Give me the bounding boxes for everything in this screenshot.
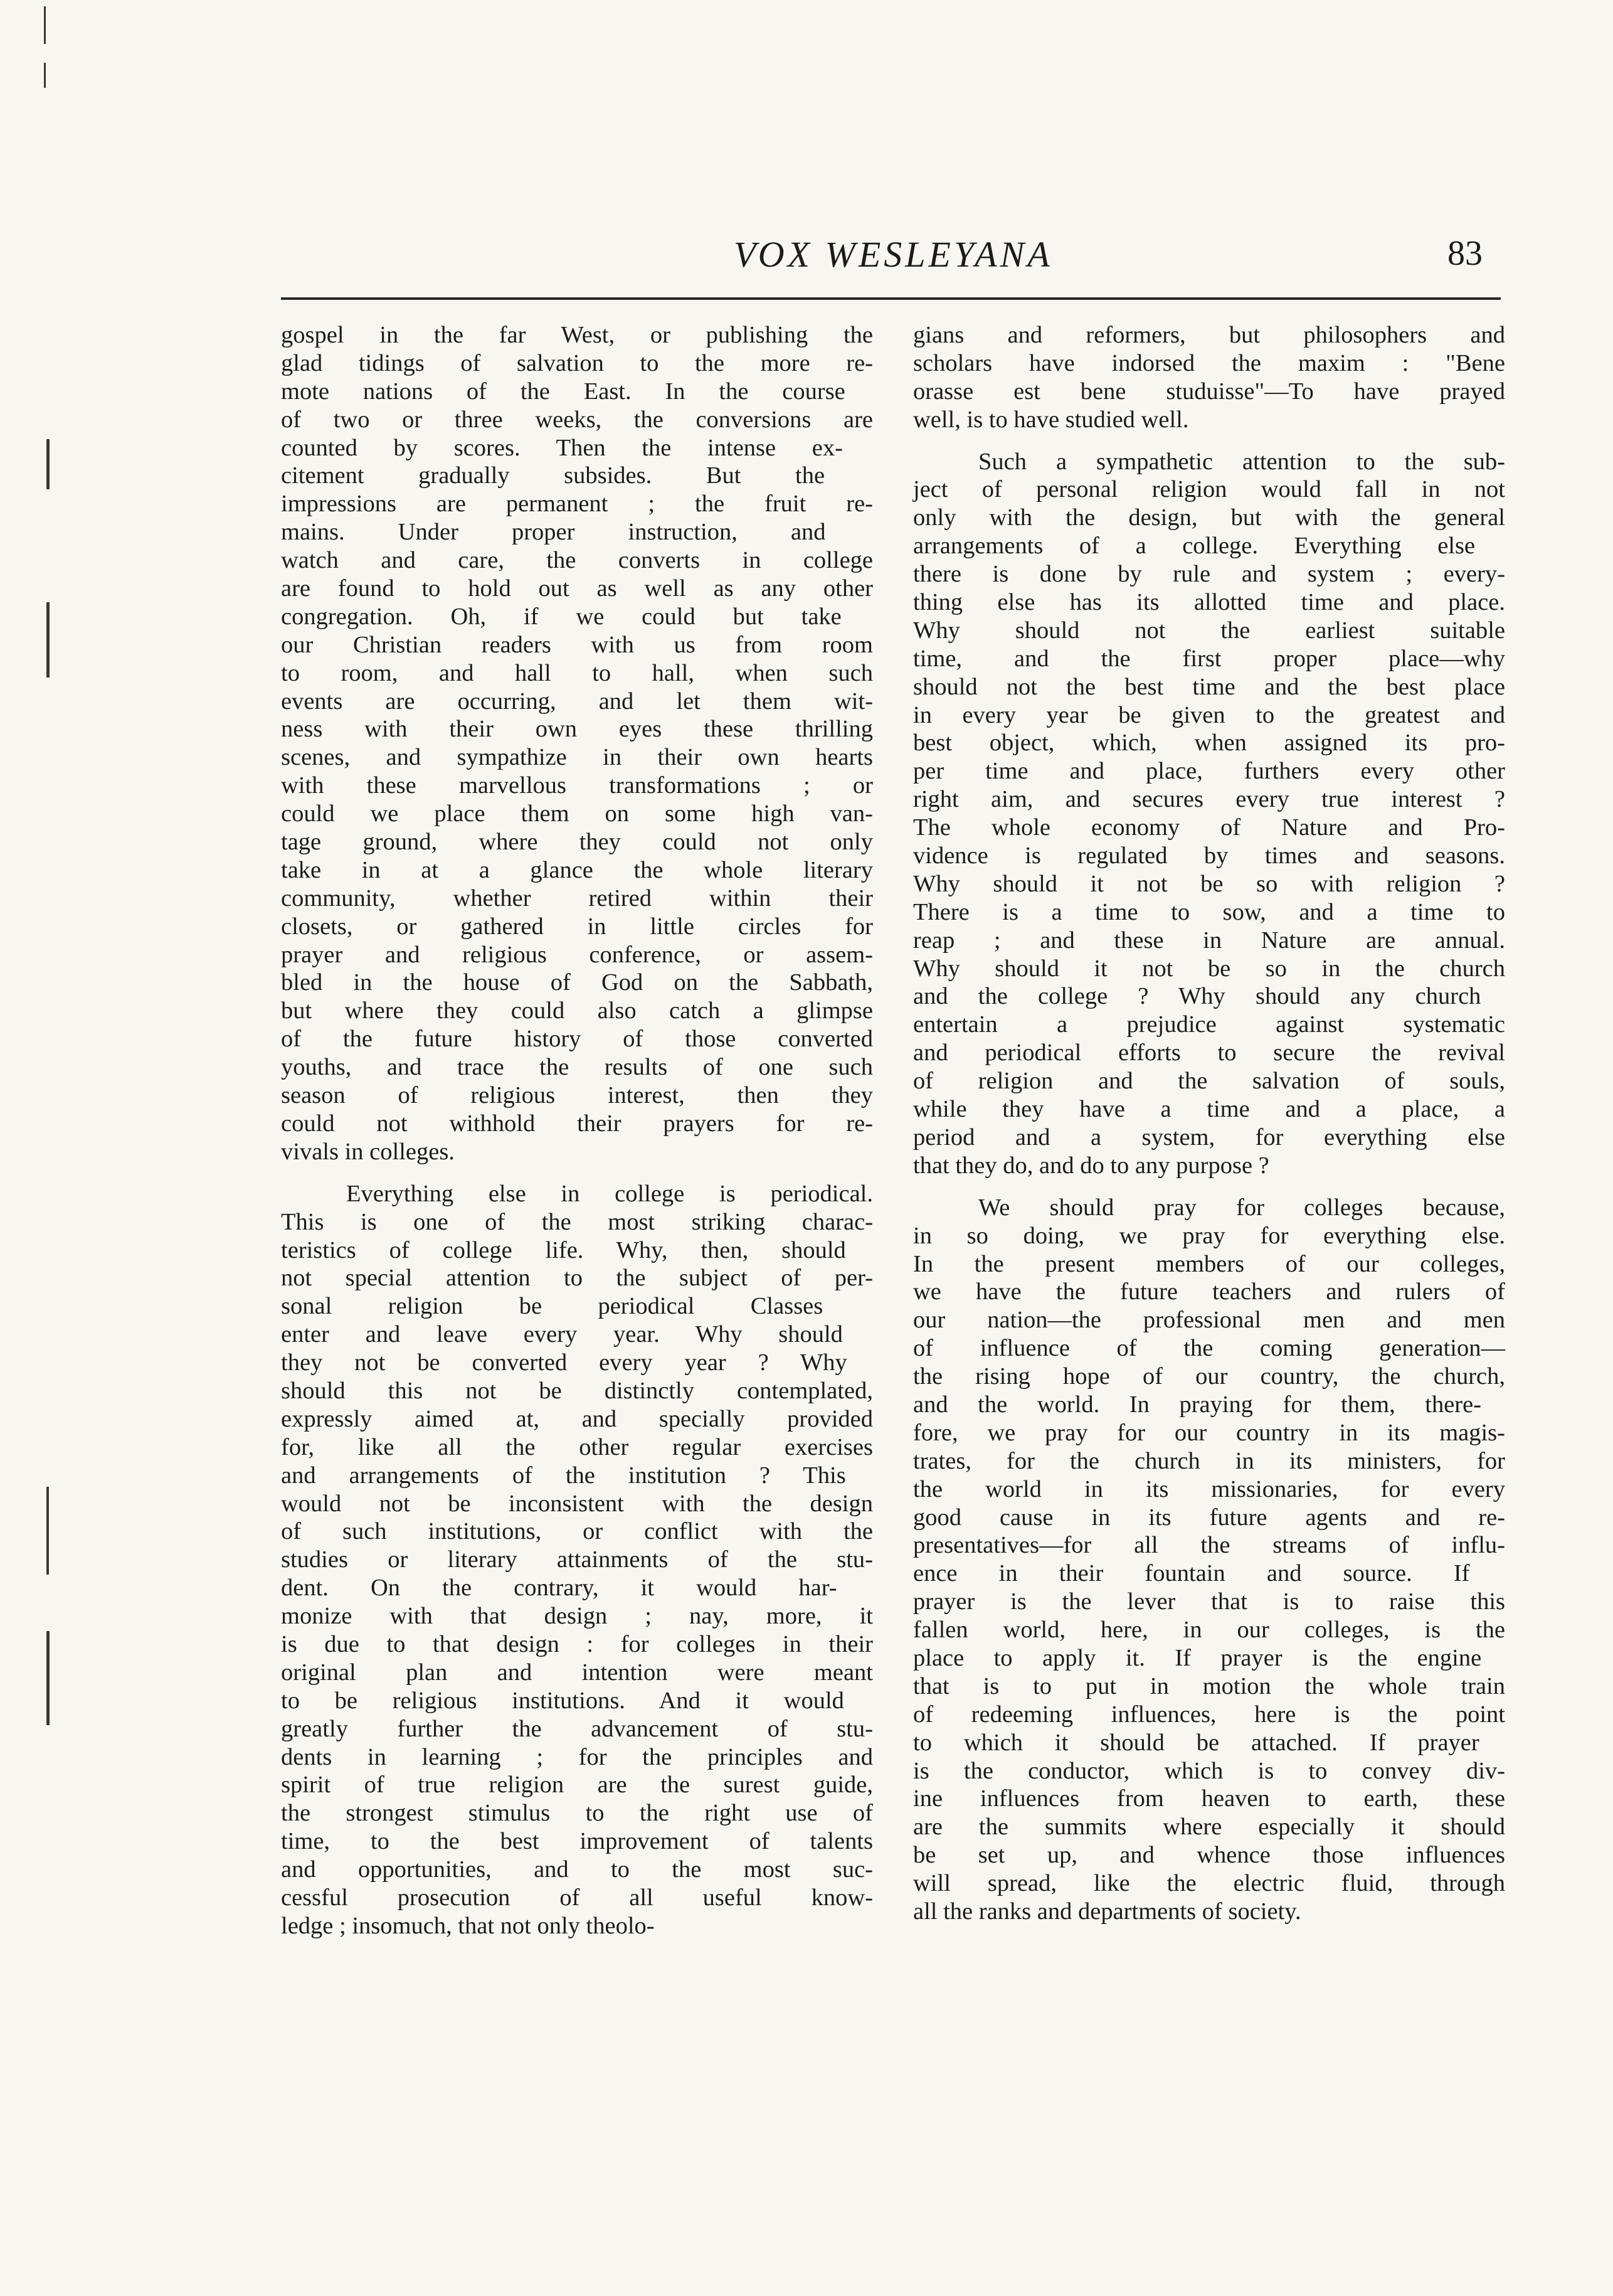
text-line: per time and place, furthers every other xyxy=(913,758,1505,785)
text-line: only with the design, but with the general xyxy=(913,504,1505,531)
text-line: expressly aimed at, and specially provided xyxy=(281,1405,873,1432)
text-line: take in at a glance the whole literary xyxy=(281,856,873,883)
text-line: The whole economy of Nature and Pro- xyxy=(913,814,1505,841)
text-line: of the future history of those converted xyxy=(281,1026,873,1053)
text-line: vivals in colleges. xyxy=(281,1138,455,1165)
text-line: of redeeming influences, here is the point xyxy=(913,1701,1505,1728)
margin-mark xyxy=(46,439,50,489)
text-line: should this not be distinctly contemplated, xyxy=(281,1377,873,1404)
text-line: enter and leave every year. Why should xyxy=(281,1321,843,1348)
text-line: to room, and hall to hall, when such xyxy=(281,659,873,686)
header-rule xyxy=(281,297,1501,300)
text-line: original plan and intention were meant xyxy=(281,1659,873,1686)
text-line: period and a system, for everything else xyxy=(913,1124,1505,1151)
text-line: good cause in its future agents and re- xyxy=(913,1504,1505,1531)
text-line: Everything else in college is periodical. xyxy=(346,1180,873,1207)
text-line: counted by scores. Then the intense ex- xyxy=(281,434,843,461)
text-line: dent. On the contrary, it would har- xyxy=(281,1575,837,1602)
paragraph xyxy=(913,321,1505,434)
text-line: In the present members of our colleges, xyxy=(913,1250,1505,1277)
text-line: glad tidings of salvation to the more re- xyxy=(281,349,873,376)
text-line: scenes, and sympathize in their own hearts xyxy=(281,744,873,771)
text-line: of religion and the salvation of souls, xyxy=(913,1068,1505,1095)
text-line: and periodical efforts to secure the revival xyxy=(913,1039,1505,1066)
text-line: studies or literary attainments of the stu- xyxy=(281,1546,873,1573)
text-line: gospel in the far West, or publishing the xyxy=(281,322,873,348)
text-line: thing else has its allotted time and place. xyxy=(913,589,1505,616)
text-line: in every year be given to the greatest and xyxy=(913,701,1505,728)
text-line: watch and care, the converts in college xyxy=(281,547,873,574)
margin-mark xyxy=(46,1631,50,1725)
text-line: while they have a time and a place, a xyxy=(913,1096,1505,1123)
text-line: and the college ? Why should any church xyxy=(913,983,1481,1010)
text-line: teristics of college life. Why, then, should xyxy=(281,1236,846,1263)
text-line: prayer and religious conference, or assem- xyxy=(281,941,873,968)
text-line: and the world. In praying for them, there- xyxy=(913,1391,1482,1418)
running-header-title: VOX WESLEYANA xyxy=(734,234,1053,275)
page-number: 83 xyxy=(1447,234,1483,273)
text-line: mote nations of the East. In the course xyxy=(281,378,845,405)
text-line: with these marvellous transformations ; or xyxy=(281,772,873,799)
text-line: will spread, like the electric fluid, through xyxy=(913,1870,1505,1897)
paragraph xyxy=(913,448,1505,1180)
margin-mark xyxy=(46,1487,49,1575)
text-line: but where they could also catch a glimpse xyxy=(281,997,873,1024)
text-line: dents in learning ; for the principles and xyxy=(281,1743,873,1770)
text-line: that they do, and do to any purpose ? xyxy=(913,1152,1269,1179)
margin-mark xyxy=(46,602,50,678)
text-line: our nation—the professional men and men xyxy=(913,1307,1505,1334)
text-line: We should pray for colleges because, xyxy=(978,1194,1505,1221)
text-line: impressions are permanent ; the fruit re- xyxy=(281,491,873,518)
text-line: Such a sympathetic attention to the sub- xyxy=(978,448,1505,475)
text-line: of two or three weeks, the conversions are xyxy=(281,406,873,433)
text-line: monize with that design ; nay, more, it xyxy=(281,1603,873,1630)
text-line: of influence of the coming generation— xyxy=(913,1335,1505,1362)
paragraph xyxy=(281,1180,873,1940)
text-line: could not withhold their prayers for re- xyxy=(281,1110,873,1137)
text-line: community, whether retired within their xyxy=(281,885,873,911)
text-line: entertain a prejudice against systematic xyxy=(913,1011,1505,1038)
text-line: well, is to have studied well. xyxy=(913,406,1189,433)
text-line: is the conductor, which is to convey div- xyxy=(913,1757,1505,1784)
text-line: There is a time to sow, and a time to xyxy=(913,898,1505,925)
text-line: in so doing, we pray for everything else. xyxy=(913,1222,1505,1249)
text-line: time, and the first proper place—why xyxy=(913,645,1505,672)
text-line: reap ; and these in Nature are annual. xyxy=(913,927,1505,954)
text-line: that is to put in motion the whole train xyxy=(913,1672,1505,1699)
text-line: citement gradually subsides. But the xyxy=(281,462,825,489)
text-line: ject of personal religion would fall in not xyxy=(913,476,1505,503)
text-line: the world in its missionaries, for every xyxy=(913,1475,1505,1502)
text-line: season of religious interest, then they xyxy=(281,1082,873,1109)
text-line: ence in their fountain and source. If xyxy=(913,1560,1470,1587)
text-line: prayer is the lever that is to raise this xyxy=(913,1588,1505,1615)
text-line: ness with their own eyes these thrilling xyxy=(281,716,873,743)
text-line: and arrangements of the institution ? This xyxy=(281,1462,846,1489)
left-column xyxy=(281,321,873,1940)
text-line: are found to hold out as well as any other xyxy=(281,575,873,602)
text-line: to which it should be attached. If prayer xyxy=(913,1729,1479,1756)
text-line: to be religious institutions. And it would xyxy=(281,1687,844,1714)
text-line: Why should it not be so with religion ? xyxy=(913,870,1505,897)
text-line: not special attention to the subject of per- xyxy=(281,1265,873,1292)
text-line: they not be converted every year ? Why xyxy=(281,1349,847,1376)
text-line: fallen world, here, in our colleges, is the xyxy=(913,1617,1505,1644)
text-line: scholars have indorsed the maxim : "Bene xyxy=(913,349,1505,376)
text-line: mains. Under proper instruction, and xyxy=(281,519,826,546)
text-line: presentatives—for all the streams of influ- xyxy=(913,1532,1505,1559)
text-line: all the ranks and departments of society. xyxy=(913,1898,1301,1925)
text-line: the strongest stimulus to the right use of xyxy=(281,1800,873,1827)
paragraph xyxy=(913,1194,1505,1926)
text-line: Why should it not be so in the church xyxy=(913,955,1505,982)
text-line: should not the best time and the best place xyxy=(913,673,1505,700)
text-line: orasse est bene studuisse"—To have prayed xyxy=(913,378,1505,405)
text-line: trates, for the church in its ministers, for xyxy=(913,1447,1505,1474)
text-line: closets, or gathered in little circles for xyxy=(281,913,873,940)
text-line: are the summits where especially it should xyxy=(913,1814,1505,1841)
text-line: events are occurring, and let them wit- xyxy=(281,688,873,715)
right-column xyxy=(913,321,1505,1926)
text-line: Why should not the earliest suitable xyxy=(913,617,1505,644)
text-line: right aim, and secures every true interest ? xyxy=(913,786,1505,813)
text-line: ine influences from heaven to earth, these xyxy=(913,1785,1505,1812)
text-line: sonal religion be periodical Classes xyxy=(281,1293,823,1320)
text-line: place to apply it. If prayer is the engine xyxy=(913,1644,1482,1671)
text-line: cessful prosecution of all useful know- xyxy=(281,1884,873,1911)
text-line: congregation. Oh, if we could but take xyxy=(281,603,842,630)
text-line: our Christian readers with us from room xyxy=(281,631,873,658)
text-line: be set up, and whence those influences xyxy=(913,1842,1505,1869)
text-line: best object, which, when assigned its pro- xyxy=(913,730,1505,757)
text-line: spirit of true religion are the surest guide, xyxy=(281,1772,873,1799)
text-line: we have the future teachers and rulers of xyxy=(913,1278,1505,1305)
text-line: would not be inconsistent with the design xyxy=(281,1490,873,1517)
text-line: greatly further the advancement of stu- xyxy=(281,1715,873,1742)
text-line: there is done by rule and system ; every- xyxy=(913,561,1505,588)
text-line: the rising hope of our country, the church, xyxy=(913,1363,1505,1390)
text-line: vidence is regulated by times and seasons. xyxy=(913,842,1505,869)
margin-mark xyxy=(44,6,46,44)
text-line: arrangements of a college. Everything else xyxy=(913,533,1476,560)
text-line: time, to the best improvement of talents xyxy=(281,1828,873,1855)
text-line: gians and reformers, but philosophers and xyxy=(913,322,1505,348)
text-line: tage ground, where they could not only xyxy=(281,829,873,856)
margin-mark xyxy=(44,63,46,88)
paragraph xyxy=(281,321,873,1166)
text-line: could we place them on some high van- xyxy=(281,800,873,827)
text-line: and opportunities, and to the most suc- xyxy=(281,1856,873,1883)
text-line: ledge ; insomuch, that not only theolo- xyxy=(281,1912,655,1939)
text-line: fore, we pray for our country in its magis- xyxy=(913,1419,1505,1446)
text-line: bled in the house of God on the Sabbath, xyxy=(281,969,873,996)
text-line: youths, and trace the results of one such xyxy=(281,1054,873,1081)
text-line: of such institutions, or conflict with the xyxy=(281,1518,873,1545)
text-line: This is one of the most striking charac- xyxy=(281,1208,873,1235)
text-line: for, like all the other regular exercises xyxy=(281,1433,873,1460)
text-line: is due to that design : for colleges in their xyxy=(281,1630,873,1657)
